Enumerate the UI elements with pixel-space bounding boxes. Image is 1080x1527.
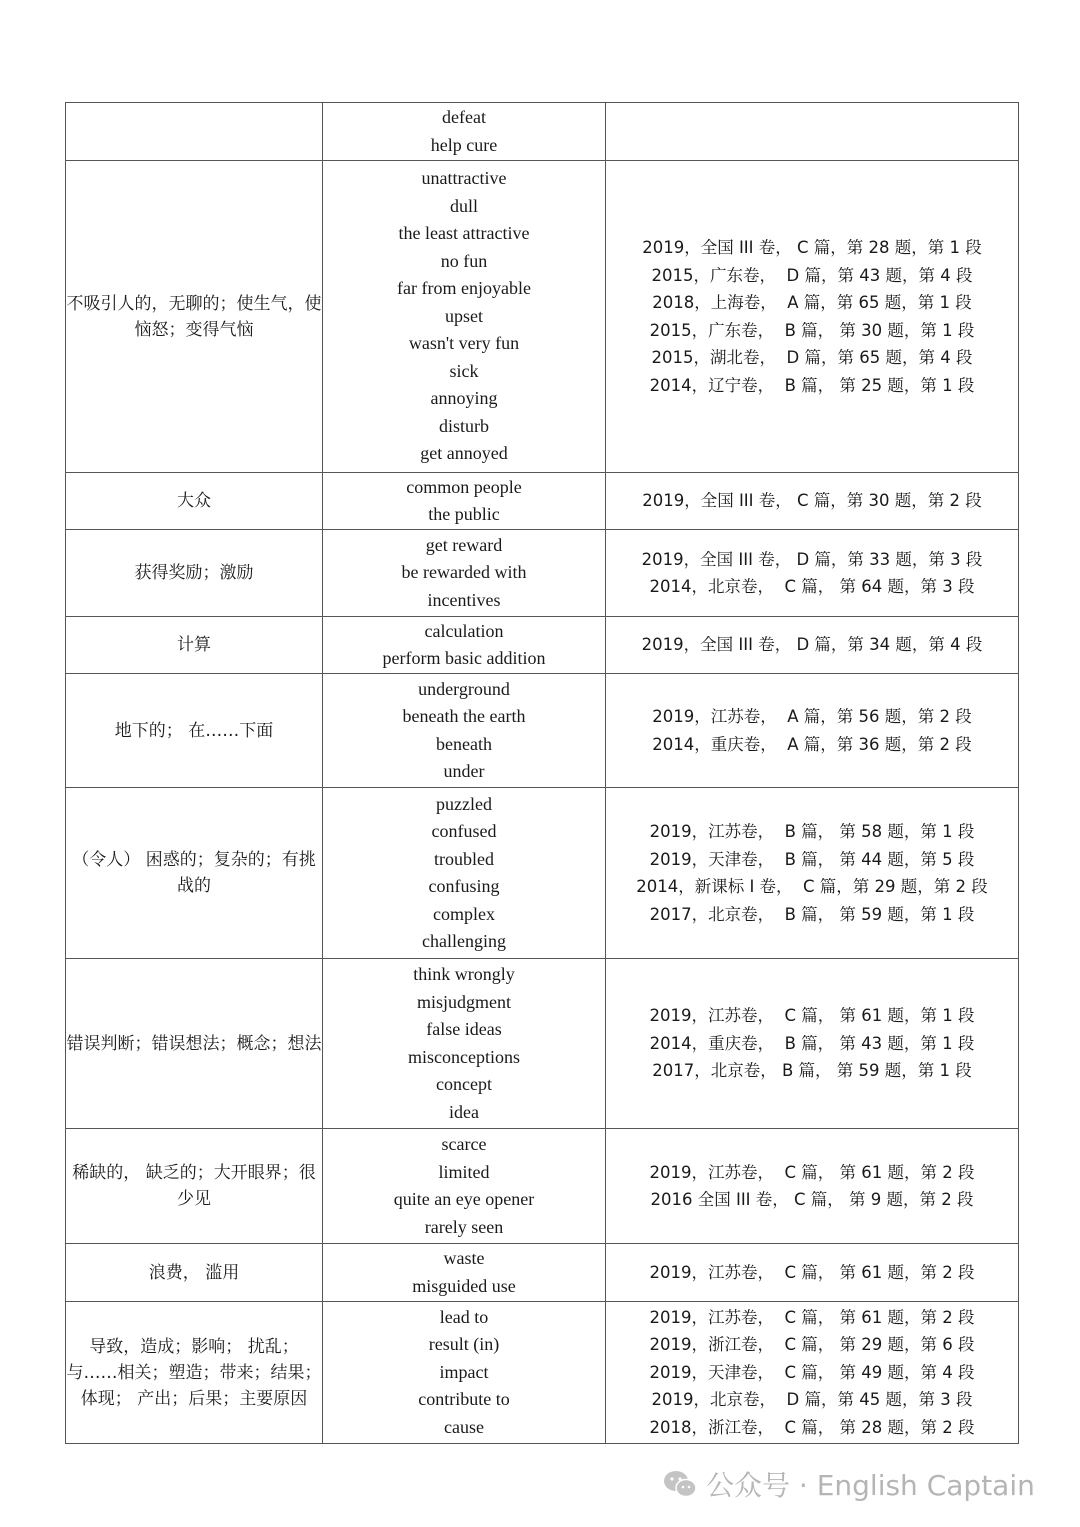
meaning-cell: 大众 [66, 473, 323, 530]
expression-cell [323, 959, 606, 1129]
source-item: 2019，全国 III 卷， D 篇，第 34 题，第 4 段 [641, 635, 983, 655]
meaning-cell: 错误判断；错误想法；概念；想法 [66, 959, 323, 1129]
expression-cell [323, 103, 606, 161]
expression-item: challenging [422, 931, 506, 951]
meaning-cell: 不吸引人的，无聊的；使生气，使恼怒；变得气恼 [66, 161, 323, 473]
expression-item: annoying [430, 388, 498, 409]
expression-item: contribute to [418, 1389, 510, 1410]
source-cell [606, 473, 1019, 530]
source-item: 2019，江苏卷， C 篇， 第 61 题，第 2 段 [649, 1162, 975, 1182]
meaning-cell: 浪费， 滥用 [66, 1244, 323, 1302]
meaning-cell [66, 103, 323, 161]
source-item: 2014，北京卷， C 篇， 第 64 题，第 3 段 [649, 577, 975, 596]
source-item: 2014，新课标 I 卷， C 篇，第 29 题，第 2 段 [636, 877, 988, 896]
source-cell [606, 788, 1019, 959]
source-item: 2019，江苏卷， B 篇， 第 58 题，第 1 段 [649, 822, 975, 841]
expression-item: rarely seen [424, 1216, 504, 1237]
source-item: 2019，江苏卷， C 篇， 第 61 题，第 2 段 [649, 1307, 975, 1327]
expression-item: upset [445, 305, 483, 326]
expression-item: get annoyed [420, 443, 508, 464]
table-row [66, 530, 1019, 617]
expression-item: beneath the earth [402, 706, 526, 726]
expression-item: no fun [440, 250, 488, 271]
source-item: 2015，湖北卷， D 篇，第 65 题，第 4 段 [651, 348, 973, 367]
table-row [66, 959, 1019, 1129]
meaning-cell: （令人） 困惑的；复杂的；有挑战的 [66, 788, 323, 959]
source-cell [606, 161, 1019, 473]
source-item: 2019，江苏卷， C 篇， 第 61 题，第 1 段 [649, 1006, 975, 1026]
expression-item: sick [449, 360, 479, 381]
table-row [66, 161, 1019, 473]
expression-item: cause [444, 1416, 484, 1437]
source-item: 2016 全国 III 卷， C 篇， 第 9 题，第 2 段 [650, 1190, 974, 1209]
source-item: 2014，重庆卷， B 篇， 第 43 题，第 1 段 [649, 1033, 975, 1053]
meaning-cell: 导致，造成；影响； 扰乱；与……相关；塑造；带来；结果；体现； 产出；后果；主要原因 [66, 1302, 323, 1444]
source-item: 2018，浙江卷， C 篇， 第 28 题，第 2 段 [649, 1417, 975, 1437]
expression-item: scarce [441, 1134, 487, 1154]
source-cell [606, 617, 1019, 674]
source-cell [606, 959, 1019, 1129]
source-item: 2014，辽宁卷， B 篇， 第 25 题，第 1 段 [649, 375, 975, 395]
expression-cell [323, 530, 606, 617]
expression-item: think wrongly [413, 964, 515, 984]
expression-item: idea [449, 1101, 479, 1122]
table-row [66, 1244, 1019, 1302]
meaning-cell: 地下的； 在……下面 [66, 674, 323, 788]
expression-cell [323, 1129, 606, 1244]
expression-cell [323, 161, 606, 473]
source-item: 2015，广东卷， B 篇， 第 30 题，第 1 段 [649, 320, 975, 340]
table-row [66, 473, 1019, 530]
expression-cell [323, 674, 606, 788]
expression-item: common people [406, 476, 522, 497]
table-row [66, 617, 1019, 674]
expression-item: unattractive [421, 168, 507, 189]
watermark-text: 公众号 · English Captain [706, 1469, 1035, 1502]
expression-item: waste [443, 1248, 485, 1268]
expression-cell [323, 1244, 606, 1302]
source-item: 2019，浙江卷， C 篇， 第 29 题，第 6 段 [649, 1335, 975, 1355]
expression-item: false ideas [426, 1019, 502, 1039]
expression-cell [323, 1302, 606, 1444]
expression-item: confusing [428, 876, 500, 896]
expression-item: get reward [425, 534, 503, 555]
expression-item: dull [449, 195, 478, 216]
expression-cell [323, 788, 606, 959]
source-item: 2019，江苏卷， A 篇，第 56 题，第 2 段 [652, 707, 972, 726]
expression-item: concept [436, 1074, 492, 1094]
source-item: 2019，天津卷， B 篇， 第 44 题，第 5 段 [649, 849, 975, 869]
expression-item: complex [433, 903, 495, 924]
vocabulary-table [65, 102, 1019, 1444]
expression-item: the least attractive [398, 223, 530, 244]
meaning-cell: 计算 [66, 617, 323, 674]
expression-item: result (in) [428, 1334, 500, 1355]
expression-item: defeat [442, 107, 486, 127]
expression-cell [323, 473, 606, 530]
watermark [662, 1460, 1035, 1508]
expression-item: misconceptions [408, 1046, 520, 1067]
source-item: 2019，北京卷， D 篇，第 45 题，第 3 段 [651, 1390, 973, 1410]
source-item: 2019，全国 III 卷， C 篇，第 30 题，第 2 段 [642, 491, 982, 511]
source-cell [606, 1129, 1019, 1244]
expression-item: under [443, 761, 485, 781]
source-cell [606, 674, 1019, 788]
source-item: 2017，北京卷， B 篇， 第 59 题，第 1 段 [649, 904, 975, 924]
expression-item: misguided use [412, 1275, 516, 1296]
expression-item: misjudgment [417, 991, 511, 1012]
source-cell [606, 1244, 1019, 1302]
source-item: 2015，广东卷， D 篇，第 43 题，第 4 段 [651, 265, 973, 285]
expression-item: incentives [427, 589, 501, 610]
meaning-cell: 获得奖励；激励 [66, 530, 323, 617]
expression-item: beneath [436, 733, 492, 754]
expression-item: quite an eye opener [393, 1189, 535, 1209]
expression-item: limited [438, 1161, 490, 1182]
expression-item: underground [418, 678, 510, 699]
source-cell [606, 1302, 1019, 1444]
expression-item: confused [431, 821, 497, 841]
expression-item: wasn't very fun [408, 333, 520, 354]
source-item: 2019，天津卷， C 篇， 第 49 题，第 4 段 [649, 1362, 975, 1382]
source-item: 2019，全国 III 卷， C 篇，第 28 题，第 1 段 [642, 238, 982, 257]
table-row [66, 1129, 1019, 1244]
table-row [66, 103, 1019, 161]
expression-item: far from enjoyable [397, 278, 531, 299]
expression-cell [323, 617, 606, 674]
wechat-icon [662, 1469, 698, 1499]
source-item: 2014，重庆卷， A 篇，第 36 题，第 2 段 [652, 734, 972, 754]
source-item: 2018，上海卷， A 篇，第 65 题，第 1 段 [652, 293, 972, 312]
expression-item: lead to [439, 1306, 489, 1327]
source-item: 2019，江苏卷， C 篇， 第 61 题，第 2 段 [649, 1262, 975, 1282]
table-row [66, 1302, 1019, 1444]
expression-item: the public [428, 504, 500, 524]
expression-item: perform basic addition [382, 648, 546, 668]
table-row [66, 674, 1019, 788]
expression-item: calculation [424, 620, 504, 641]
source-item: 2017，北京卷， B 篇， 第 59 题，第 1 段 [652, 1061, 972, 1081]
expression-item: be rewarded with [401, 562, 527, 583]
source-item: 2019，全国 III 卷， D 篇，第 33 题，第 3 段 [641, 549, 983, 569]
meaning-cell: 稀缺的， 缺乏的；大开眼界；很少见 [66, 1129, 323, 1244]
expression-item: help cure [430, 134, 498, 155]
expression-item: puzzled [436, 793, 492, 814]
expression-item: troubled [434, 848, 494, 869]
expression-item: impact [439, 1361, 489, 1382]
table-row [66, 788, 1019, 959]
source-cell [606, 103, 1019, 161]
source-cell [606, 530, 1019, 617]
expression-item: disturb [438, 415, 489, 436]
